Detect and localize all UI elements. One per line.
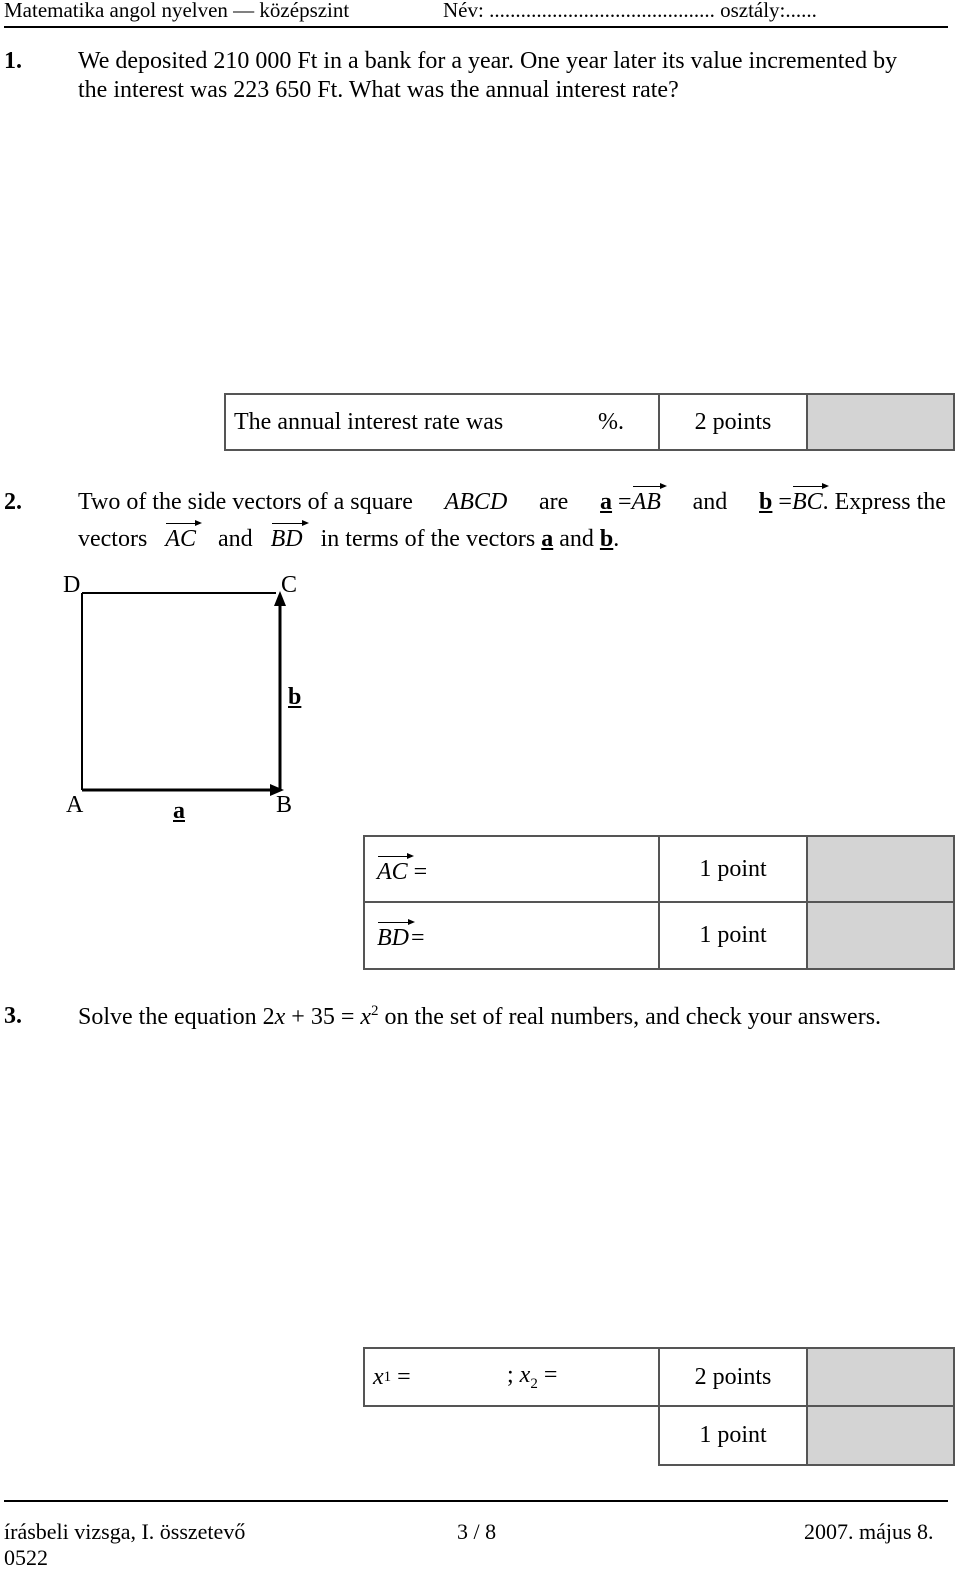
q2-vec-BD: BD [270,526,303,552]
header-title: Matematika angol nyelven — középszint [4,0,350,22]
q2-ac-answer-box[interactable] [363,835,660,903]
q2-l1-are: are [539,489,569,515]
q2-l2-terms: in terms of the vectors [320,526,536,552]
q2-ac-eq: = [413,858,428,885]
q3-score-box-2 [806,1405,955,1466]
q3-var-x1: x [274,1004,286,1030]
q1-answer-unit: %. [598,408,624,435]
q3-x2-label: x [519,1361,531,1388]
q2-vec-b: b [759,489,773,515]
q2-ac-label: AC [377,858,408,885]
vertex-C: C [281,572,298,598]
q2-bd-score-box [806,901,955,970]
q3-x2-sub: 2 [530,1375,538,1392]
footer-page-number: 3 / 8 [457,1519,497,1544]
q3-exponent: 2 [371,1003,379,1019]
q1-line1: We deposited 210 000 Ft in a bank for a year. One year later its value incremented by [78,48,898,74]
q2-vec-AB: AB [631,489,661,515]
q3-points-2: 1 point [699,1422,767,1448]
q3-var-x2: x [360,1004,372,1030]
vertex-A: A [66,792,84,818]
q2-vec-a2: a [541,526,554,552]
figure-label-b: b [288,684,302,710]
footer-date: 2007. május 8. [804,1519,934,1544]
q3-x2-eq: = [537,1361,558,1388]
q3-x1-eq: = [391,1363,411,1390]
q2-ac-score-box [806,835,955,903]
q1-points: 2 points [694,408,772,435]
q3-x1-label: x [373,1363,384,1390]
q2-and3: and [559,526,594,552]
q2-number: 2. [4,489,22,515]
q3-answer-box[interactable] [363,1347,660,1407]
q2-vec-AC: AC [165,526,196,552]
q2-bd-answer-box[interactable] [363,901,660,970]
footer-exam-name: írásbeli vizsga, I. összetevő [4,1519,246,1544]
q2-bd-label: BD [377,925,409,951]
q2-ac-points: 1 point [699,855,767,882]
q3-text [78,1003,881,1031]
q2-eq2: = [778,489,792,515]
q2-ac-points-box [658,835,808,903]
q3-text-b: + 35 = [285,1004,361,1030]
q2-vec-BC: BC [791,489,823,515]
q3-points-box-1 [658,1347,808,1407]
q3-x2-group [507,1362,557,1393]
q3-x1-sub: 1 [383,1368,392,1385]
q2-vec-b2: b [599,526,614,552]
q2-l1-text: Two of the side vectors of a square [78,489,413,515]
q3-points-box-2 [658,1405,808,1466]
q2-period: . [613,526,620,552]
figure-label-a: a [173,798,185,824]
vertex-B: B [276,792,293,818]
q1-number: 1. [4,48,22,74]
q3-text-a: Solve the equation 2 [78,1004,275,1030]
vertex-D: D [63,572,81,598]
q3-number: 3. [4,1003,22,1029]
q2-and1: and [692,489,728,515]
q2-vec-a: a [600,489,613,515]
q2-eq1: = [618,489,632,515]
q3-x2-sep: ; [507,1361,520,1388]
q1-line2: the interest was 223 650 Ft. What was the annual interest rate? [78,77,679,103]
header-name-class: Név: ........................................... osztály:...... [443,0,817,22]
q2-square-name: ABCD [444,489,508,515]
q2-express: . Express the [822,489,946,515]
q2-bd-points-box [658,901,808,970]
footer-code: 0522 [4,1545,48,1570]
q2-bd-points: 1 point [699,922,767,948]
q2-bd-eq: = [411,925,425,951]
footer-rule [4,1500,948,1502]
q3-points-1: 2 points [694,1363,772,1390]
q2-l2-vectors: vectors [78,526,148,552]
q2-and2: and [217,526,253,552]
q3-text-c: on the set of real numbers, and check your answers. [378,1004,882,1030]
q3-score-box-1 [806,1347,955,1407]
q1-answer-label: The annual interest rate was [234,408,504,435]
